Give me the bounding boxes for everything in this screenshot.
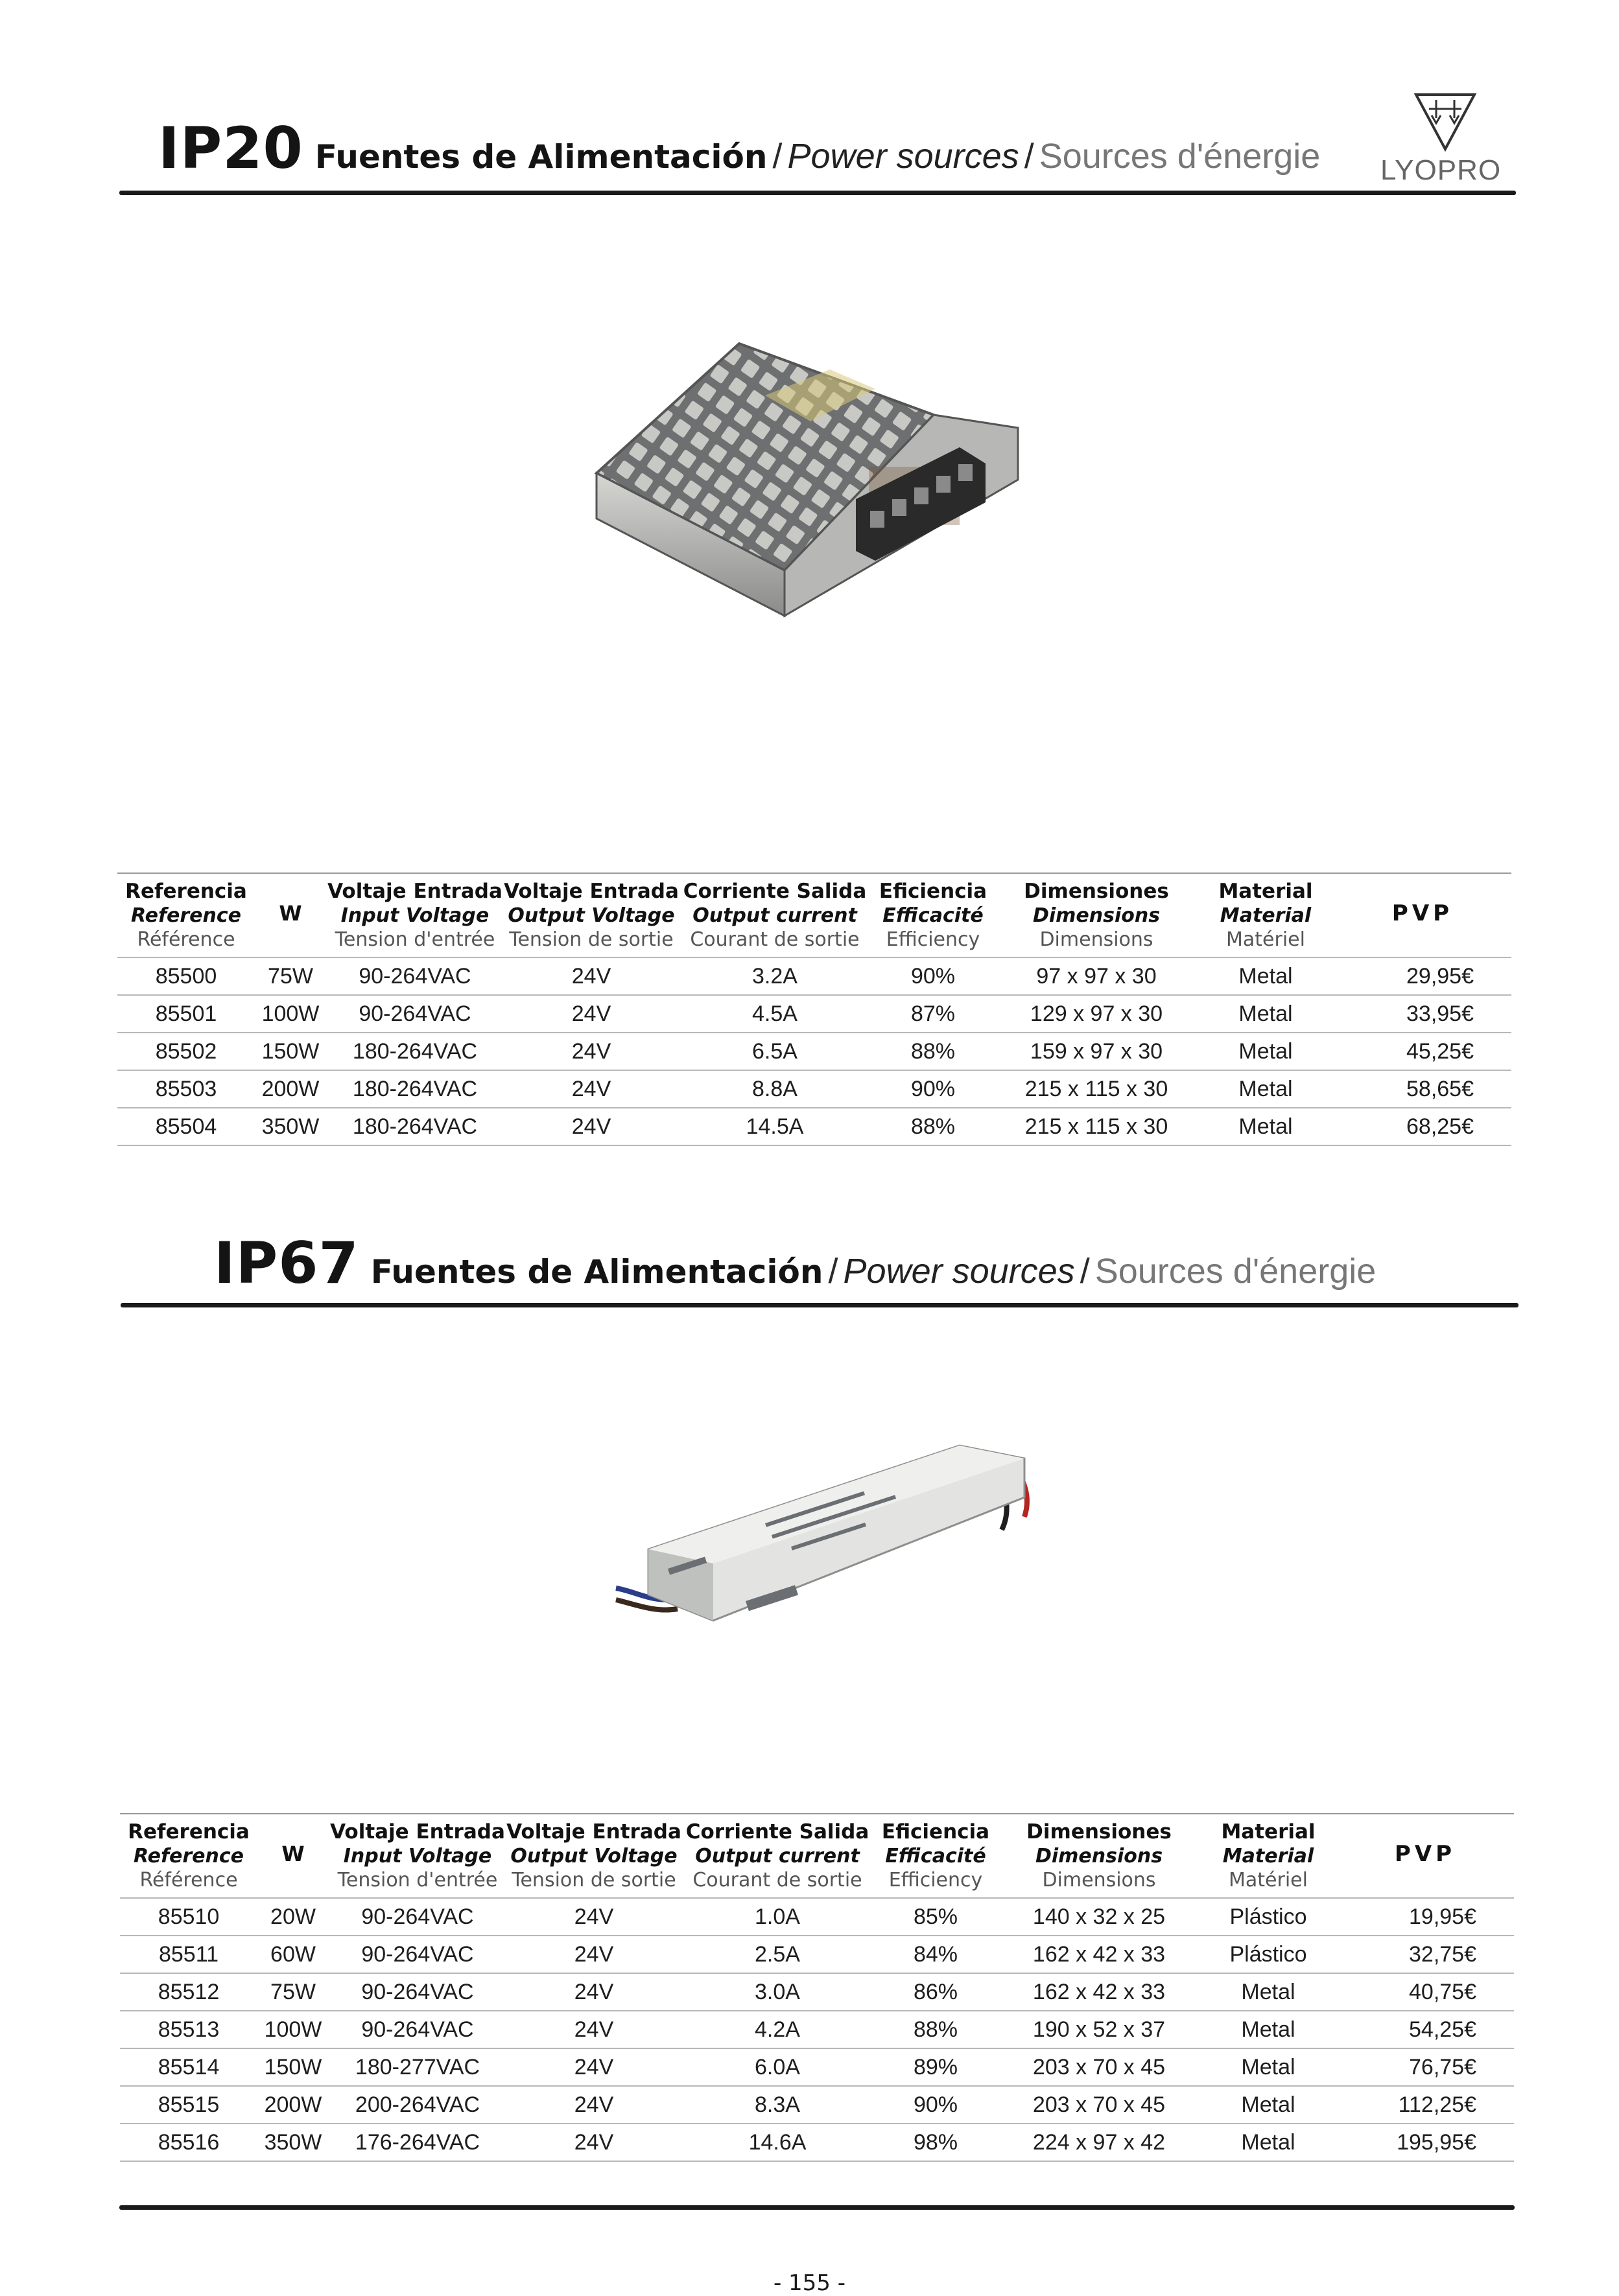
brand-name: LYOPRO [1380,154,1502,186]
cell-watts: 200W [257,2086,329,2124]
header-dimensions: Dimensiones Dimensions Dimensions [1026,1820,1172,1892]
cell-output-voltage: 24V [504,1070,679,1108]
cell-output-current: 8.8A [679,1070,871,1108]
cell-dimensions: 162 x 42 x 33 [998,1936,1200,1973]
cell-efficiency: 84% [873,1936,998,1973]
header-pvp: PVP [1391,900,1454,926]
cell-input-voltage: 180-277VAC [329,2048,506,2086]
cell-output-voltage: 24V [506,2124,681,2161]
cell-material: Metal [1200,2048,1336,2086]
header-output-voltage: Voltaje Entrada Output Voltage Tension de sortie [506,1820,681,1892]
cell-dimensions: 129 x 97 x 30 [995,995,1198,1033]
cell-input-voltage: 90-264VAC [329,2011,506,2048]
title-es: Fuentes de Alimentación [370,1253,823,1291]
cell-material: Metal [1198,1108,1334,1145]
cell-output-current: 4.2A [681,2011,873,2048]
cell-output-voltage: 24V [506,1973,681,2011]
cell-ref: 85513 [120,2011,257,2048]
cell-material: Plástico [1200,1936,1336,1973]
cell-dimensions: 215 x 115 x 30 [995,1070,1198,1108]
table-header-row [117,873,1511,957]
section-title-ip67 [214,1230,1377,1296]
cell-output-voltage: 24V [504,995,679,1033]
footer-rule [119,2205,1515,2210]
cell-material: Metal [1198,1033,1334,1070]
cell-output-voltage: 24V [506,2048,681,2086]
cell-dimensions: 215 x 115 x 30 [995,1108,1198,1145]
cell-input-voltage: 90-264VAC [329,1898,506,1936]
table-row [117,1070,1511,1108]
cell-output-current: 14.6A [681,2124,873,2161]
cell-material: Metal [1200,1973,1336,2011]
cell-output-voltage: 24V [504,957,679,995]
cell-efficiency: 88% [871,1108,995,1145]
cell-output-voltage: 24V [506,2086,681,2124]
cell-output-current: 3.2A [679,957,871,995]
title-fr: Sources d'énergie [1094,1252,1377,1291]
cell-input-voltage: 90-264VAC [329,1936,506,1973]
cell-watts: 75W [255,957,326,995]
cell-output-current: 2.5A [681,1936,873,1973]
header-material: Material Material Matériel [1221,1820,1316,1892]
cell-output-current: 8.3A [681,2086,873,2124]
cell-input-voltage: 176-264VAC [329,2124,506,2161]
cell-output-current: 3.0A [681,1973,873,2011]
cell-material: Metal [1198,995,1334,1033]
cell-ref: 85510 [120,1898,257,1936]
spec-table-ip67 [120,1813,1514,2162]
header-referencia: Referencia Reference Référence [128,1820,250,1892]
header-watts: W [279,900,302,926]
cell-price: 33,95€ [1334,995,1511,1033]
cell-dimensions: 159 x 97 x 30 [995,1033,1198,1070]
title-en: Power sources [843,1252,1075,1291]
title-separator: / [1024,137,1034,176]
table-row [120,1936,1514,1973]
cell-ref: 85500 [117,957,255,995]
header-pvp: PVP [1394,1840,1456,1867]
cell-price: 54,25€ [1336,2011,1514,2048]
power-supply-sealed-image [597,1426,1063,1659]
cell-material: Metal [1198,957,1334,995]
title-separator: / [772,137,783,176]
title-fr: Sources d'énergie [1039,137,1321,176]
cell-efficiency: 85% [873,1898,998,1936]
header-efficiency: Eficiencia Efficacité Efficiency [881,1820,990,1892]
cell-watts: 20W [257,1898,329,1936]
brand-logo [1369,89,1512,187]
header-input-voltage: Voltaje Entrada Input Voltage Tension d'entrée [327,879,502,951]
cell-ref: 85511 [120,1936,257,1973]
header-input-voltage: Voltaje Entrada Input Voltage Tension d'entrée [330,1820,505,1892]
table-row [120,2086,1514,2124]
cell-output-voltage: 24V [506,1936,681,1973]
section-title-ip20 [158,115,1321,182]
page-number: - 155 - [773,2270,846,2296]
cell-output-voltage: 24V [506,1898,681,1936]
cell-efficiency: 90% [873,2086,998,2124]
spec-table-ip20 [117,873,1511,1146]
cell-output-current: 6.5A [679,1033,871,1070]
cell-material: Metal [1200,2124,1336,2161]
cell-efficiency: 90% [871,957,995,995]
table-row [120,2124,1514,2161]
cell-price: 40,75€ [1336,1973,1514,2011]
cell-ref: 85501 [117,995,255,1033]
cell-price: 195,95€ [1336,2124,1514,2161]
cell-input-voltage: 180-264VAC [326,1033,504,1070]
cell-price: 112,25€ [1336,2086,1514,2124]
cell-input-voltage: 90-264VAC [326,995,504,1033]
title-en: Power sources [787,137,1019,176]
cell-input-voltage: 180-264VAC [326,1108,504,1145]
cell-input-voltage: 180-264VAC [326,1070,504,1108]
cell-dimensions: 97 x 97 x 30 [995,957,1198,995]
header-output-current: Corriente Salida Output current Courant de sortie [683,879,867,951]
cell-output-current: 14.5A [679,1108,871,1145]
cell-dimensions: 140 x 32 x 25 [998,1898,1200,1936]
table-row [120,1898,1514,1936]
cell-ref: 85515 [120,2086,257,2124]
cell-watts: 350W [255,1108,326,1145]
cell-price: 19,95€ [1336,1898,1514,1936]
cell-output-current: 4.5A [679,995,871,1033]
cell-ref: 85514 [120,2048,257,2086]
cell-dimensions: 224 x 97 x 42 [998,2124,1200,2161]
cell-input-voltage: 90-264VAC [329,1973,506,2011]
cell-efficiency: 89% [873,2048,998,2086]
header-referencia: Referencia Reference Référence [125,879,247,951]
cell-price: 45,25€ [1334,1033,1511,1070]
header-material: Material Material Matériel [1218,879,1313,951]
cell-material: Metal [1200,2086,1336,2124]
cell-dimensions: 203 x 70 x 45 [998,2048,1200,2086]
cell-output-voltage: 24V [504,1108,679,1145]
header-dimensions: Dimensiones Dimensions Dimensions [1024,879,1169,951]
cell-ref: 85503 [117,1070,255,1108]
title-separator: / [1080,1252,1090,1291]
product-photo-ip20 [571,337,1037,674]
cell-watts: 75W [257,1973,329,2011]
table-row [117,1108,1511,1145]
cell-dimensions: 190 x 52 x 37 [998,2011,1200,2048]
header-watts: W [281,1841,305,1866]
cell-watts: 150W [255,1033,326,1070]
cell-output-voltage: 24V [506,2011,681,2048]
title-separator: / [828,1252,838,1291]
cell-efficiency: 98% [873,2124,998,2161]
cell-ref: 85516 [120,2124,257,2161]
cell-efficiency: 90% [871,1070,995,1108]
cell-output-current: 1.0A [681,1898,873,1936]
cell-material: Metal [1198,1070,1334,1108]
cell-price: 29,95€ [1334,957,1511,995]
table-row [117,995,1511,1033]
table-header-row [120,1814,1514,1898]
logo-mark-icon [1369,89,1512,157]
cell-price: 76,75€ [1336,2048,1514,2086]
table-row [120,1973,1514,2011]
cell-watts: 100W [257,2011,329,2048]
cell-dimensions: 162 x 42 x 33 [998,1973,1200,2011]
header-output-current: Corriente Salida Output current Courant de sortie [685,1820,869,1892]
section-title-rule [119,191,1516,195]
section-title-rule [121,1303,1519,1307]
table-row [120,2048,1514,2086]
cell-efficiency: 88% [871,1033,995,1070]
cell-ref: 85504 [117,1108,255,1145]
cell-output-current: 6.0A [681,2048,873,2086]
cell-output-voltage: 24V [504,1033,679,1070]
power-supply-mesh-image [571,337,1037,674]
header-efficiency: Eficiencia Efficacité Efficiency [879,879,987,951]
cell-price: 58,65€ [1334,1070,1511,1108]
cell-efficiency: 86% [873,1973,998,2011]
cell-efficiency: 88% [873,2011,998,2048]
product-photo-ip67 [597,1426,1063,1659]
section-code: IP67 [214,1230,359,1296]
cell-price: 32,75€ [1336,1936,1514,1973]
section-code: IP20 [158,115,303,182]
cell-price: 68,25€ [1334,1108,1511,1145]
cell-watts: 350W [257,2124,329,2161]
table-row [120,2011,1514,2048]
header-output-voltage: Voltaje Entrada Output Voltage Tension de sortie [504,879,679,951]
table-row [117,1033,1511,1070]
cell-efficiency: 87% [871,995,995,1033]
cell-material: Metal [1200,2011,1336,2048]
cell-material: Plástico [1200,1898,1336,1936]
cell-watts: 100W [255,995,326,1033]
cell-ref: 85512 [120,1973,257,2011]
cell-input-voltage: 90-264VAC [326,957,504,995]
cell-ref: 85502 [117,1033,255,1070]
cell-watts: 150W [257,2048,329,2086]
table-row [117,957,1511,995]
cell-dimensions: 203 x 70 x 45 [998,2086,1200,2124]
cell-watts: 200W [255,1070,326,1108]
title-es: Fuentes de Alimentación [314,138,768,176]
cell-input-voltage: 200-264VAC [329,2086,506,2124]
cell-watts: 60W [257,1936,329,1973]
